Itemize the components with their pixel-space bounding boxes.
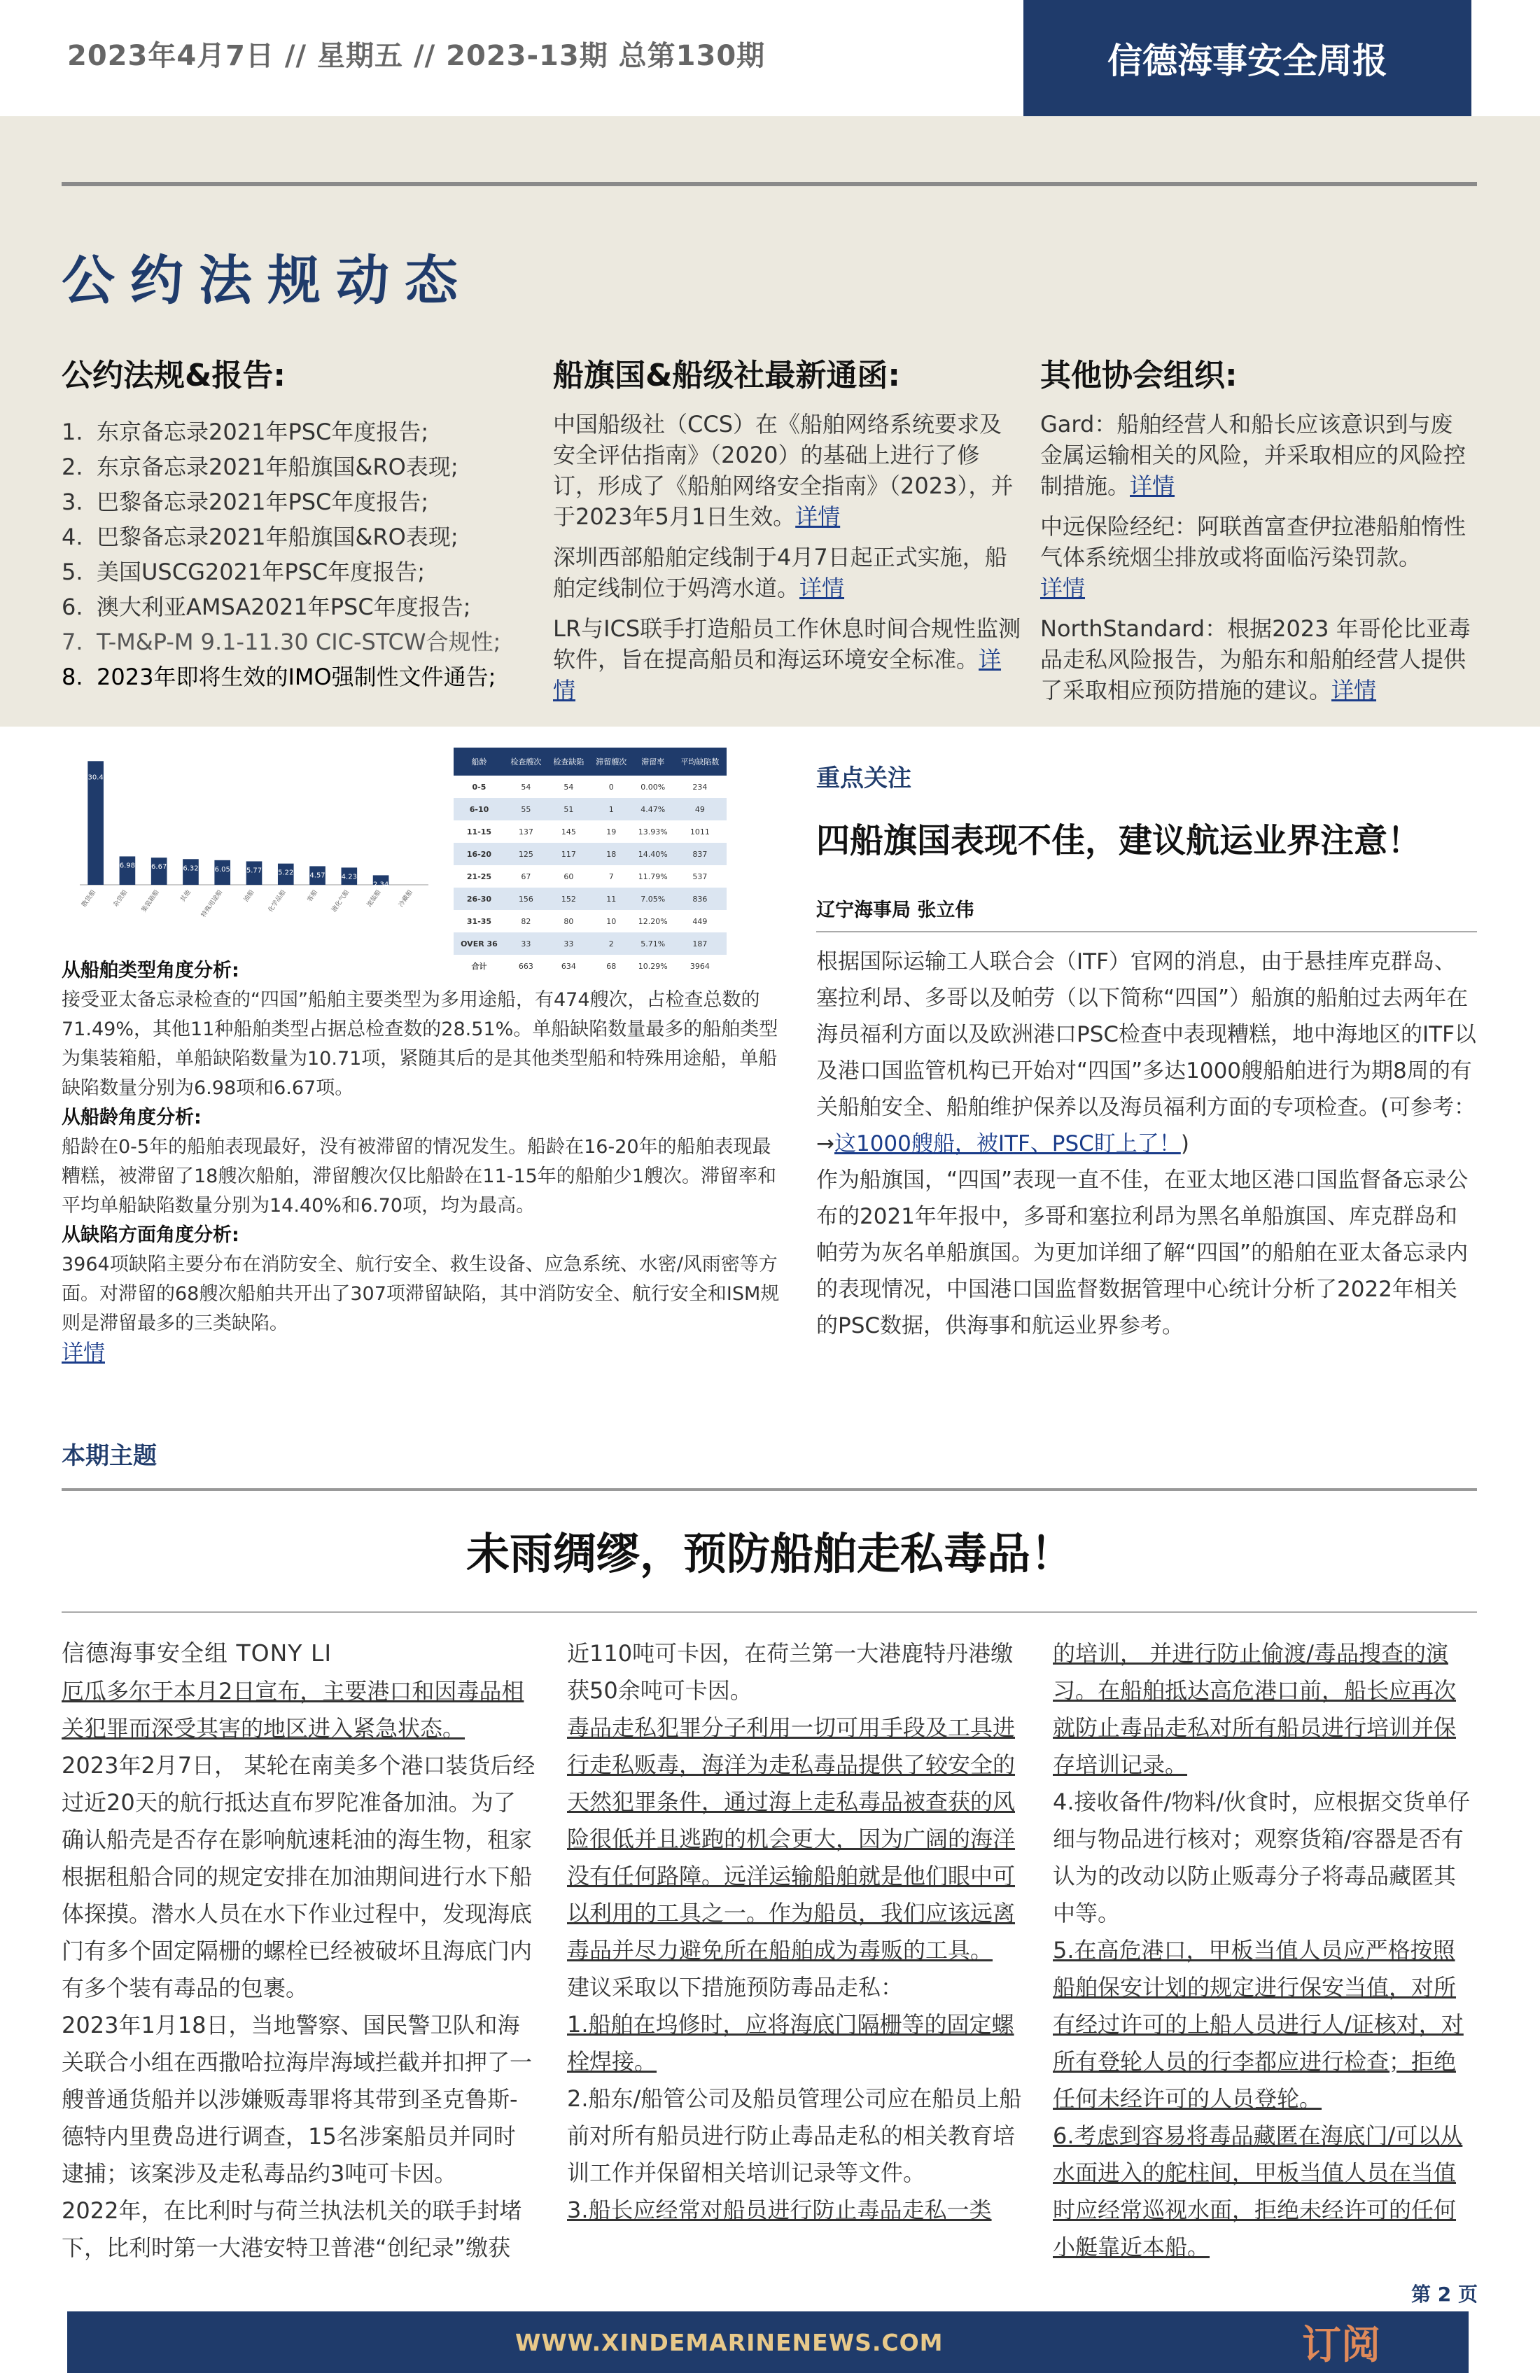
details-link[interactable]: 详情	[62, 1340, 105, 1366]
bar-value-label: 2.34	[372, 881, 389, 889]
details-link[interactable]: 详情	[1130, 472, 1175, 499]
report-item[interactable]: 7. T-M&P-M 9.1-11.30 CIC-STCW合规性;	[62, 629, 501, 655]
category-label: 客船	[306, 888, 320, 904]
bar-value-label: 5.77	[246, 867, 262, 875]
report-item[interactable]: 6. 澳大利亚AMSA2021年PSC年度报告;	[62, 594, 471, 620]
section-title: 公约法规动态	[62, 249, 473, 312]
table-row: 21-25 67 60 7 11.79% 537	[466, 872, 708, 881]
analysis-heading: 从船舶类型角度分析:	[62, 960, 239, 981]
details-link[interactable]: 详情	[553, 646, 1002, 704]
issue-meta: 2023年4月7日 // 星期五 // 2023-13期 总第130期	[67, 40, 766, 72]
news-item: 中国船级社（CCS）在《船舶网络系统要求及安全评估指南》（2020）的基础上进行了修订，形成了《船舶网络安全指南》（2023），并于2023年5月1日生效。详情	[553, 411, 1014, 530]
category-label: 液化气船	[330, 888, 351, 914]
theme-paragraph: 2023年1月18日，当地警察、国民警卫队和海关联合小组在西撒哈拉海岸海域拦截并扣押了一艘普通货船并以涉嫌贩毒罪将其带到圣克鲁斯-德特内里费岛进行调查，15名涉案船员并同时逮捕；该案涉及走私毒品约3吨可卡因。	[62, 2012, 533, 2187]
theme-paragraph: 厄瓜多尔于本月2日宣布，主要港口和因毒品相关犯罪而深受其害的地区进入紧急状态。	[62, 1678, 524, 1742]
divider	[816, 931, 1477, 932]
age-table	[454, 748, 727, 971]
theme-paragraph: 2.船东/船管公司及船员管理公司应在船员上船前对所有船员进行防止毒品走私的相关教育培训工作并保留相关培训记录等文件。	[567, 2085, 1022, 2186]
category-label: 化学品船	[267, 888, 288, 914]
news-item: LR与ICS联手打造船员工作休息时间合规性监测软件，旨在提高船员和海运环境安全标准。详情	[553, 615, 1021, 704]
theme-col-1	[62, 1673, 538, 2267]
theme-paragraph: 2022年，在比利时与荷兰执法机关的联手封堵下，比利时第一大港安特卫普港“创纪录”缴获	[62, 2197, 522, 2261]
table-row: 6-10 55 51 1 4.47% 49	[454, 798, 727, 820]
bar	[120, 856, 136, 885]
category-label: 油船	[242, 888, 256, 904]
report-item[interactable]: 8. 2023年即将生效的IMO强制性文件通告;	[62, 664, 496, 690]
website-link[interactable]: WWW.XINDEMARINENEWS.COM	[515, 2328, 944, 2356]
theme-paragraph: 5.在高危港口，甲板当值人员应严格按照船舶保安计划的规定进行保安当值，对所有经过许可的上船人员进行人/证核对，对所有登轮人员的行李都应进行检查；拒绝任何未经许可的人员登轮。	[1053, 1937, 1464, 2112]
category-label: 滚装船	[365, 888, 383, 909]
footer-bar	[67, 2311, 1469, 2373]
report-item[interactable]: 3. 巴黎备忘录2021年PSC年度报告;	[62, 489, 429, 515]
theme-col-3	[1053, 1635, 1477, 2266]
table-header-row: 船龄 检查艘次 检查缺陷 滞留艘次 滞留率 平均缺陷数	[454, 748, 727, 776]
theme-paragraph: 建议采取以下措施预防毒品走私：	[567, 1974, 904, 2001]
bar-value-label: 6.32	[183, 864, 199, 873]
bar-value-label: 6.98	[119, 862, 136, 870]
analysis-paragraph: 接受亚太备忘录检查的“四国”船舶主要类型为多用途船，有474艘次，占检查总数的71.49%，其他11种船舶类型占据总检查数的28.51%。单船缺陷数量最多的船舶类型为集装箱船，单船缺陷数量为10.71项，紧随其后的是其他类型船和特殊用途船，单船缺陷数量分别为6.98项和6.67项。	[62, 989, 778, 1099]
reports-list	[62, 414, 538, 694]
analysis-paragraph: 船龄在0-5年的船舶表现最好，没有被滞留的情况发生。船龄在16-20年的船舶表现最糟糕，被滞留了18艘次船舶，滞留艘次仅比船龄在11-15年的船舶少1艘次。滞留率和平均单船缺陷数量分别为14.40%和6.70项，均为最高。	[62, 1136, 776, 1217]
bar-value-label: 4.23	[341, 873, 357, 881]
theme-paragraph: 毒品走私犯罪分子利用一切可用手段及工具进行走私贩毒，海洋为走私毒品提供了较安全的天然犯罪条件，通过海上走私毒品被查获的风险很低并且逃跑的机会更大，因为广阔的海洋没有任何路障。远洋运输船舶就是他们眼中可以利用的工具之一。作为船员，我们应该远离毒品并尽力避免所在船舶成为毒贩的工具。	[567, 1714, 1016, 1963]
theme-paragraph: 6.考虑到容易将毒品藏匿在海底门/可以从水面进入的舵柱间，甲板当值人员在当值时应经常巡视水面，拒绝未经许可的任何小艇靠近本船。	[1053, 2122, 1463, 2260]
theme-paragraph: 1.船舶在坞修时，应将海底门隔栅等的固定螺栓焊接。	[567, 2011, 1014, 2075]
focus-title: 四船旗国表现不佳，建议航运业界注意！	[816, 821, 1422, 860]
bar-value-label: 5.22	[278, 869, 294, 877]
report-item[interactable]: 1. 东京备忘录2021年PSC年度报告;	[62, 419, 429, 445]
table-row: 0-5 54 54 0 0.00% 234	[472, 782, 708, 792]
table-row: 31-35 82 80 10 12.20% 449	[466, 916, 708, 926]
news-item: Gard：船舶经营人和船长应该意识到与废金属运输相关的风险，并采取相应的风险控制措施。详情	[1040, 411, 1466, 499]
report-item[interactable]: 5. 美国USCG2021年PSC年度报告;	[62, 559, 426, 585]
brand-banner: 信德海事安全周报	[1023, 0, 1471, 116]
details-link[interactable]: 详情	[795, 503, 841, 530]
col3-title: 其他协会组织:	[1040, 358, 1238, 393]
col2-title: 船旗国&船级社最新通函:	[553, 358, 900, 393]
theme-paragraph: 4.接收备件/物料/伙食时，应根据交货单仔细与物品进行核对；观察货箱/容器是否有认为的改动以防止贩毒分子将毒品藏匿其中等。	[1053, 1788, 1471, 1926]
focus-tag: 重点关注	[816, 764, 911, 792]
theme-paragraph: 的培训， 并进行防止偷渡/毒品搜查的演习。在船舶抵达高危港口前，船长应再次就防止毒品走私对所有船员进行培训并保存培训记录。	[1053, 1640, 1457, 1778]
category-label: 集装箱船	[140, 888, 161, 914]
news-item: 中远保险经纪：阿联酋富查伊拉港船舶惰性气体系统烟尘排放或将面临污染罚款。 详情	[1040, 513, 1466, 601]
divider	[62, 1611, 1477, 1613]
report-item[interactable]: 2. 东京备忘录2021年船旗国&RO表现;	[62, 454, 458, 480]
focus-body: 根据国际运输工人联合会（ITF）官网的消息，由于悬挂库克群岛、塞拉利昂、多哥以及帕劳（以下简称“四国”）船旗的船舶过去两年在海员福利方面以及欧洲港口PSC检查中表现糟糕，地中海地区的ITF以及港口国监管机构已开始对“四国”多达1000艘船舶进行为期8周的有关船舶安全、船舶维护保养以及海员福利方面的专项检查。(可参考：→这1000艘船，被ITF、PSC盯上了！) 作为船旗国，“四国”表现一直不佳，在亚太地区港口国监督备忘录公布的2021年年报中，多哥和塞拉利昂为黑名单船旗国、库克群岛和帕劳为灰名单船旗国。为更加详细了解“四国”的船舶在亚太备忘录内的表现情况，中国港口国监督数据管理中心统计分析了2022年相关的PSC数据，供海事和航运业界参考。	[816, 949, 1476, 1338]
flag-class-news	[553, 409, 1023, 715]
divider	[62, 182, 1477, 186]
bar-value-label: 30.4	[88, 774, 104, 782]
table-row: 16-20 125 117 18 14.40% 837	[454, 843, 727, 865]
analysis-heading: 从缺陷方面角度分析:	[62, 1224, 239, 1246]
category-label: 特殊用途船	[200, 888, 225, 919]
focus-author: 辽宁海事局 张立伟	[816, 899, 974, 921]
category-label: 冷藏船	[398, 888, 414, 909]
ship-type-chart	[62, 748, 440, 935]
other-org-news	[1040, 409, 1474, 715]
table-row: OVER 36 33 33 2 5.71% 187	[454, 932, 727, 955]
news-item: 深圳西部船舶定线制于4月7日起正式实施，船舶定线制位于妈湾水道。详情	[553, 544, 1007, 601]
bar-chart-svg	[62, 748, 440, 935]
bar	[151, 858, 167, 885]
details-link[interactable]: 详情	[1331, 677, 1377, 704]
theme-author: 信德海事安全组 TONY LI	[62, 1639, 332, 1667]
details-link[interactable]: 详情	[799, 575, 845, 601]
category-label: 杂货船	[112, 888, 130, 909]
news-item: NorthStandard：根据2023 年哥伦比亚毒品走私风险报告，为船东和船舶经营人提供了采取相应预防措施的建议。详情	[1040, 615, 1471, 704]
table-row: 合计 663 634 68 10.29% 3964	[471, 961, 710, 971]
analysis-heading: 从船龄角度分析:	[62, 1107, 202, 1128]
subscribe-button[interactable]: 订阅	[1302, 2323, 1380, 2368]
details-link[interactable]: 详情	[1040, 575, 1086, 601]
report-item[interactable]: 4. 巴黎备忘录2021年船旗国&RO表现;	[62, 524, 458, 550]
bar-value-label: 4.57	[309, 872, 326, 880]
related-article-link[interactable]: 这1000艘船，被ITF、PSC盯上了！	[834, 1131, 1181, 1156]
table-row: 26-30 156 152 11 7.05% 836	[454, 888, 727, 910]
theme-paragraph: 2023年2月7日， 某轮在南美多个港口装货后经过近20天的航行抵达直布罗陀准备加油。为了确认船壳是否存在影响航速耗油的海生物，租家根据租船合同的规定安排在加油期间进行水下船体探摸。潜水人员在水下作业过程中，发现海底门有多个固定隔栅的螺栓已经被破坏且海底门内有多个装有毒品的包裹。	[62, 1752, 536, 2001]
col1-title: 公约法规&报告:	[62, 358, 286, 393]
theme-title: 未雨绸缪，预防船舶走私毒品！	[465, 1528, 1074, 1579]
category-label: 其他	[179, 888, 192, 904]
theme-paragraph: 3.船长应经常对船员进行防止毒品走私一类	[567, 2197, 992, 2223]
bar-value-label: 6.67	[151, 863, 167, 872]
theme-tag: 本期主题	[62, 1442, 157, 1470]
theme-paragraph: 近110吨可卡因，在荷兰第一大港鹿特丹港缴获50余吨可卡因。	[567, 1640, 1014, 1704]
bar-value-label: 6.05	[214, 865, 230, 874]
table-row: 11-15 137 145 19 13.93% 1011	[466, 827, 710, 836]
analysis-text	[62, 956, 783, 1368]
divider	[62, 1488, 1477, 1491]
page-number: 第 2 页	[1411, 2283, 1478, 2306]
theme-col-2	[567, 1635, 1023, 2229]
analysis-paragraph: 3964项缺陷主要分布在消防安全、航行安全、救生设备、应急系统、水密/风雨密等方面。对滞留的68艘次船舶共开出了307项滞留缺陷，其中消防安全、航行安全和ISM规则是滞留最多的三类缺陷。	[62, 1254, 780, 1334]
category-label: 散货船	[80, 888, 98, 909]
